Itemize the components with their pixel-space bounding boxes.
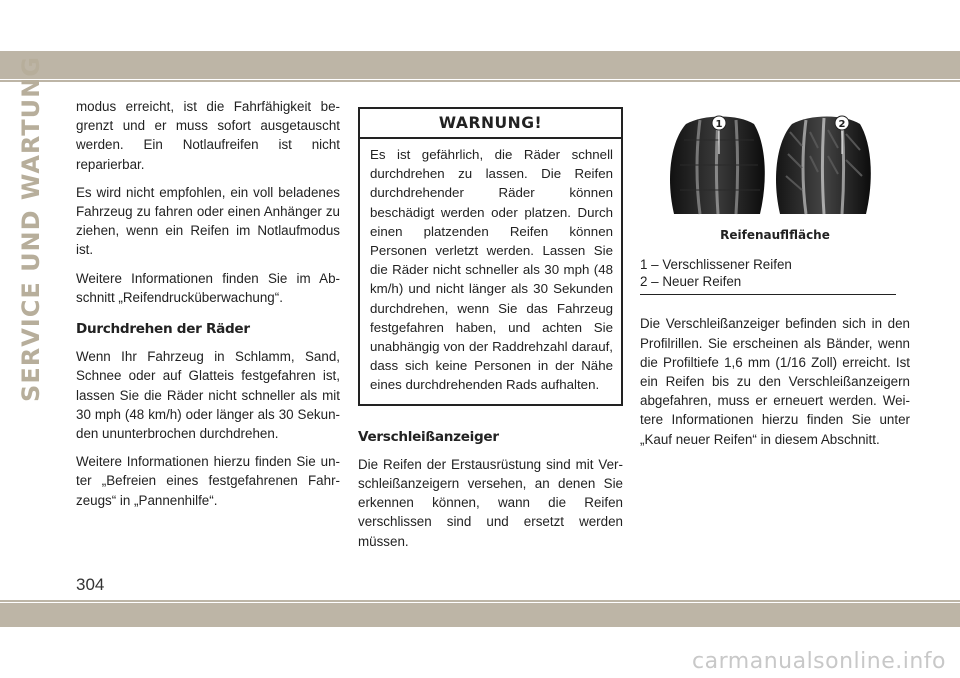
heading-verschleissanzeiger: Verschleißanzeiger: [358, 428, 499, 445]
paragraph: Weitere Informationen finden Sie im Abschnitt „Reifendrucküberwachung“.: [76, 270, 340, 305]
paragraph: Weitere Informationen hierzu finden Sie unter „Befreien eines festgefahrenen Fahrzeugs“ in „Pannenhilfe“.: [76, 454, 340, 508]
new-tire-image: [776, 117, 871, 215]
column-right: [640, 110, 910, 449]
legend-item: 1 – Verschlissener Reifen: [640, 257, 792, 273]
section-side-title-text: SERVICE UND WARTUNG: [17, 56, 45, 402]
warning-box: [358, 107, 623, 406]
watermark: carmanualsonline.info: [692, 649, 946, 674]
paragraph: Die Verschleißanzeiger befinden sich in den Profilrillen. Sie erscheinen als Bänder, wenn die Profiltiefe 1,6 mm (1/16 Zoll) erreicht. Ist ein Reifen bis zu den Verschleißanzeigern abgefahren, muss er erneuert werden. Weitere Informationen hierzu finden Sie unter „Kauf neuer Reifen“ in diesem Abschnitt.: [640, 316, 910, 447]
heading-durchdrehen: Durchdrehen der Räder: [76, 321, 250, 338]
worn-tire-image: [670, 117, 765, 215]
paragraph: Es wird nicht empfohlen, ein voll beladenes Fahrzeug zu fahren oder einen Anhänger zu ziehen, wenn ein Reifen im Notlaufmodus ist.: [76, 184, 340, 258]
warning-title: WARNUNG!: [360, 109, 621, 139]
marker-1-label: 1: [715, 119, 723, 130]
section-side-title: [14, 56, 48, 402]
marker-2-label: 2: [838, 119, 846, 130]
column-left: [76, 97, 340, 519]
page-number: 304: [76, 575, 105, 594]
paragraph: Wenn Ihr Fahrzeug in Schlamm, Sand, Schnee oder auf Glatteis festgefahren ist, lassen Sie die Räder nicht schneller als mit 30 mph (48 km/h) oder länger als 30 Sekunden ununterbrochen durchdrehen.: [76, 349, 340, 442]
column-middle: [358, 107, 623, 560]
tire-tread-figure: [656, 110, 876, 218]
paragraph: modus erreicht, ist die Fahrfähigkeit begrenzt und er muss sofort ausgetauscht werden. Ein Notlaufreifen ist nicht reparierbar.: [76, 99, 340, 172]
paragraph: Die Reifen der Erstausrüstung sind mit Verschleißanzeigern versehen, an denen Sie erkennen können, wann die Reifen verschlissen sind und ersetzt werden müssen.: [358, 456, 623, 549]
legend-divider: [640, 294, 896, 295]
header-band: [0, 51, 960, 79]
footer-band-line: [0, 600, 960, 602]
legend-item: 2 – Neuer Reifen: [640, 274, 742, 290]
warning-text: Es ist gefährlich, die Räder schnell durchdrehen zu lassen. Die Reifen durchdrehender Räder können beschädigt werden oder platzen. Durch einen platzenden Reifen können Personen verletzt werden. Lassen Sie die Räder nicht schneller als 30 mph (48 km/h) und nicht länger als 30 Sekunden durchdrehen, wenn Sie das Fahrzeug festgefahren haben, und achten Sie unabhängig von der Raddrehzahl darauf, dass sich keine Personen in der Nähe eines durchdrehenden Rads aufhalten.: [370, 147, 613, 393]
header-band-line: [0, 80, 960, 82]
figure-caption: Reifenauflfläche: [720, 228, 830, 243]
figure-legend: [640, 256, 910, 290]
footer-band: [0, 603, 960, 627]
